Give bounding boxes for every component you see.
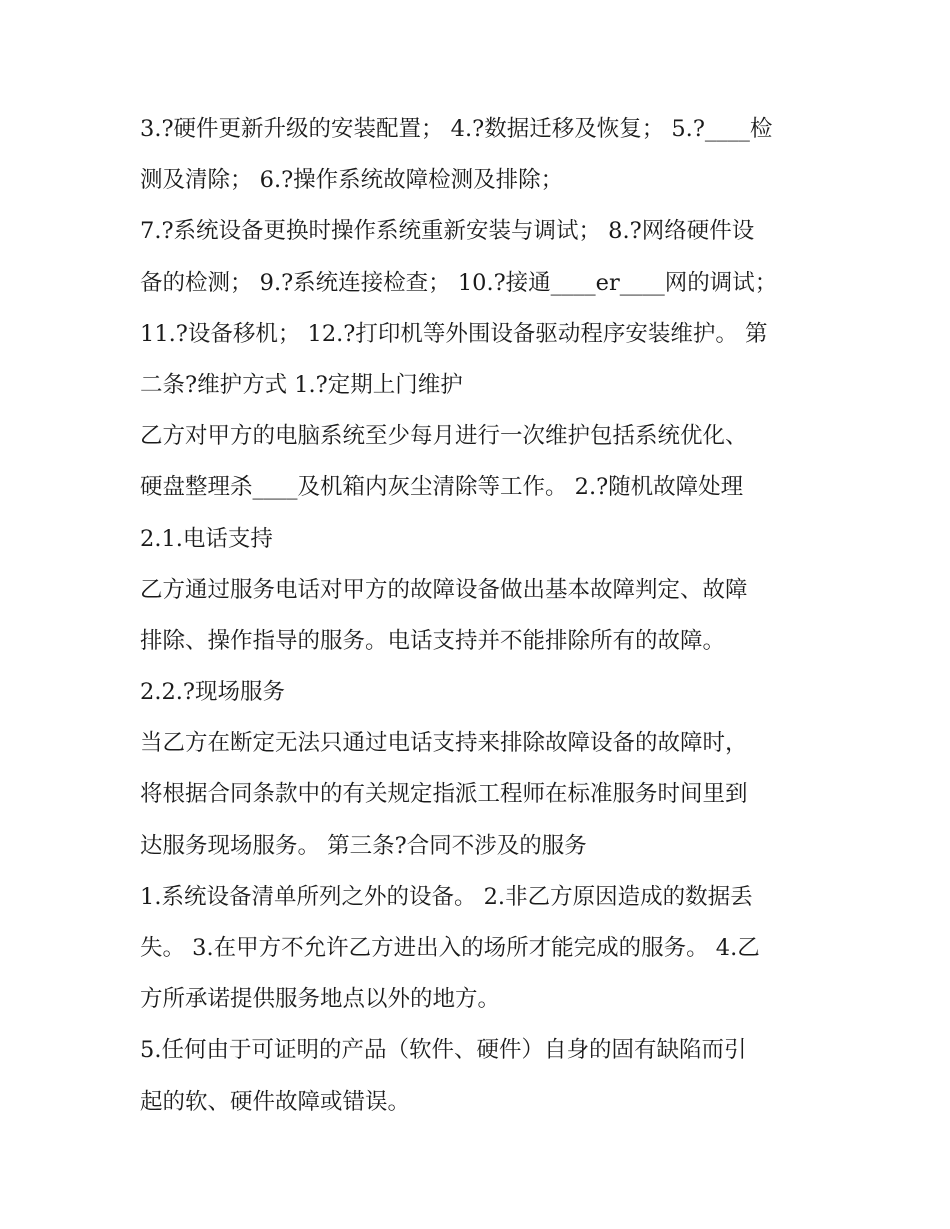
text-line-2: 测及清除； 6.?操作系统故障检测及排除； bbox=[140, 167, 564, 194]
text-line-19: 5.任何由于可证明的产品（软件、硬件）自身的固有缺陷而引 bbox=[140, 1037, 747, 1064]
text-line-8: 硬盘整理杀____及机箱内灰尘清除等工作。 2.?随机故障处理 bbox=[140, 474, 744, 501]
text-line-15: 达服务现场服务。 第三条?合同不涉及的服务 bbox=[140, 832, 587, 859]
text-line-3: 7.?系统设备更换时操作系统重新安装与调试； 8.?网络硬件设 bbox=[140, 218, 755, 245]
text-line-14: 将根据合同条款中的有关规定指派工程师在标准服务时间里到 bbox=[140, 781, 748, 808]
text-line-16: 1.系统设备清单所列之外的设备。 2.非乙方原因造成的数据丢 bbox=[140, 883, 753, 910]
text-line-12: 2.2.?现场服务 bbox=[140, 679, 285, 706]
text-line-17: 失。 3.在甲方不允许乙方进出入的场所才能完成的服务。 4.乙 bbox=[140, 935, 760, 961]
text-line-6: 二条?维护方式 1.?定期上门维护 bbox=[140, 371, 463, 398]
text-line-20: 起的软、硬件故障或错误。 bbox=[140, 1088, 411, 1115]
text-line-5: 11.?设备移机； 12.?打印机等外围设备驱动程序安装维护。 第 bbox=[140, 320, 768, 347]
text-line-4: 备的检测； 9.?系统连接检查； 10.?接通____er____网的调试； bbox=[140, 269, 778, 296]
text-line-9: 2.1.电话支持 bbox=[140, 525, 273, 552]
document-page bbox=[140, 104, 820, 1128]
text-line-7: 乙方对甲方的电脑系统至少每月进行一次维护包括系统优化、 bbox=[140, 423, 748, 450]
text-line-10: 乙方通过服务电话对甲方的故障设备做出基本故障判定、故障 bbox=[140, 576, 748, 603]
text-line-11: 排除、操作指导的服务。电话支持并不能排除所有的故障。 bbox=[140, 627, 726, 654]
text-line-18: 方所承诺提供服务地点以外的地方。 bbox=[140, 986, 501, 1013]
text-line-1: 3.?硬件更新升级的安装配置； 4.?数据迁移及恢复； 5.?____检 bbox=[140, 116, 773, 142]
text-line-13: 当乙方在断定无法只通过电话支持来排除故障设备的故障时， bbox=[140, 730, 748, 757]
